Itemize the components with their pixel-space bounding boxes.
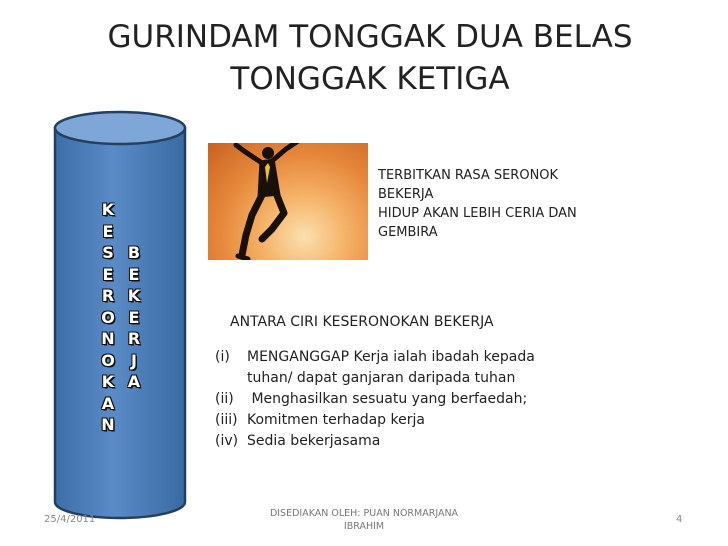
list-number: (ii) bbox=[215, 391, 234, 407]
page-number: 4 bbox=[676, 514, 683, 525]
vertical-word-bekerja bbox=[124, 242, 144, 393]
letter: N bbox=[101, 415, 115, 434]
jumping-man-photo bbox=[208, 143, 368, 260]
footer-credit bbox=[252, 507, 476, 533]
callout-text bbox=[378, 166, 628, 242]
letter: R bbox=[127, 329, 141, 348]
callout-line: GEMBIRA bbox=[378, 225, 438, 240]
list-item bbox=[215, 410, 615, 431]
list-text: Sedia bekerjasama bbox=[247, 433, 381, 449]
blue-cylinder-shape bbox=[52, 110, 188, 520]
section-subheading: ANTARA CIRI KESERONOKAN BEKERJA bbox=[230, 314, 494, 330]
credit-line-1: DISEDIAKAN OLEH: PUAN NORMARJANA bbox=[269, 508, 459, 519]
letter: E bbox=[128, 264, 140, 284]
letter: K bbox=[101, 200, 115, 219]
letter: K bbox=[127, 286, 141, 305]
letter: R bbox=[101, 286, 115, 305]
letter: K bbox=[101, 372, 115, 391]
list-item bbox=[215, 347, 615, 389]
callout-line: HIDUP AKAN LEBIH CERIA DAN bbox=[378, 206, 577, 221]
letter: N bbox=[101, 329, 115, 348]
callout-line: TERBITKAN RASA SERONOK bbox=[378, 168, 559, 183]
letter: O bbox=[101, 307, 115, 327]
list-number: (iii) bbox=[215, 412, 238, 428]
ciri-list bbox=[215, 347, 615, 452]
letter: A bbox=[127, 372, 141, 391]
callout-line: BEKERJA bbox=[378, 187, 434, 202]
list-text: MENGANGGAP Kerja ialah ibadah kepada bbox=[247, 349, 535, 365]
letter: J bbox=[131, 350, 137, 370]
title-line-1: GURINDAM TONGGAK DUA BELAS bbox=[107, 19, 633, 55]
list-item bbox=[215, 431, 615, 452]
jumping-man-silhouette-icon bbox=[208, 143, 368, 260]
list-number: (i) bbox=[215, 349, 230, 365]
letter: E bbox=[102, 221, 114, 241]
credit-line-2: IBRAHIM bbox=[343, 521, 385, 532]
list-text: Menghasilkan sesuatu yang berfaedah; bbox=[247, 391, 528, 407]
slide-title bbox=[40, 16, 700, 100]
list-item bbox=[215, 389, 615, 410]
list-text: tuhan/ dapat ganjaran daripada tuhan bbox=[247, 370, 516, 386]
letter: O bbox=[101, 350, 115, 370]
letter: B bbox=[127, 243, 141, 262]
vertical-word-keseronokan bbox=[98, 199, 118, 436]
letter: A bbox=[101, 393, 115, 413]
footer-date: 25/4/2011 bbox=[44, 514, 96, 525]
title-line-2: TONGGAK KETIGA bbox=[230, 61, 510, 97]
letter: E bbox=[128, 307, 140, 327]
list-number: (iv) bbox=[215, 433, 239, 449]
letter: E bbox=[102, 264, 114, 284]
list-text: Komitmen terhadap kerja bbox=[247, 412, 425, 428]
letter: S bbox=[102, 243, 114, 262]
